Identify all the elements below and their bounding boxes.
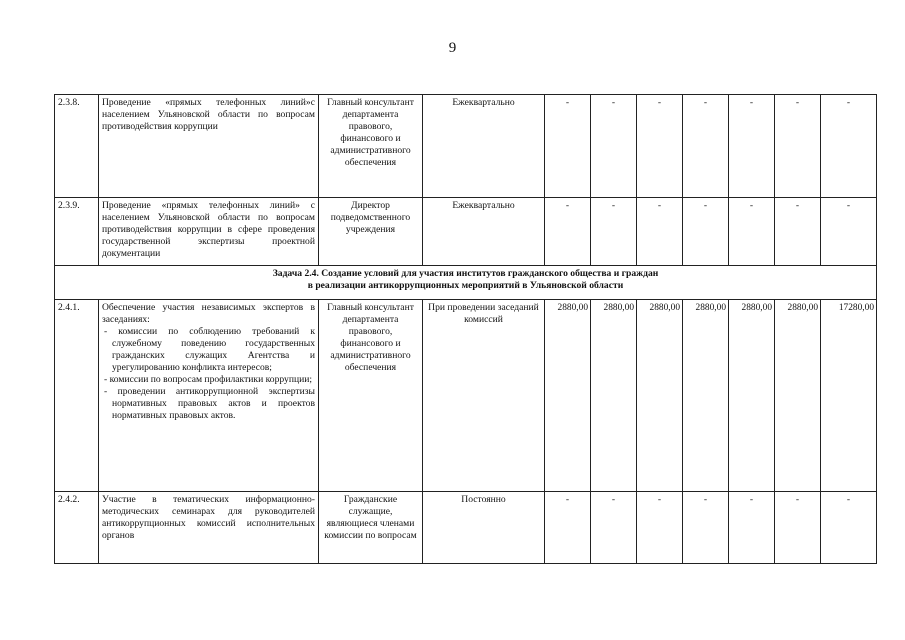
row-period: При проведении заседаний комиссий bbox=[423, 300, 545, 492]
row-value: - bbox=[683, 492, 729, 564]
row-executor: Директор подведомственного учреждения bbox=[319, 198, 423, 266]
row-value: - bbox=[683, 198, 729, 266]
page-number: 9 bbox=[448, 40, 457, 56]
row-value-total: 17280,00 bbox=[821, 300, 877, 492]
task-heading bbox=[55, 266, 877, 300]
row-period: Ежеквартально bbox=[423, 198, 545, 266]
task-heading-line2: в реализации антикоррупционных мероприятий в Ульяновской области bbox=[307, 280, 624, 291]
row-value: 2880,00 bbox=[591, 300, 637, 492]
row-description bbox=[99, 300, 319, 492]
row-value-total: - bbox=[821, 198, 877, 266]
row-number: 2.4.2. bbox=[55, 492, 99, 564]
row-value: - bbox=[637, 95, 683, 198]
row-description: Участие в тематических информационно-методических семинарах для руководителей антикоррупционных комиссий исполнительных органов bbox=[99, 492, 319, 564]
row-value: - bbox=[775, 95, 821, 198]
row-value-total: - bbox=[821, 95, 877, 198]
row-period: Постоянно bbox=[423, 492, 545, 564]
row-value: 2880,00 bbox=[545, 300, 591, 492]
row-period: Ежеквартально bbox=[423, 95, 545, 198]
table-row bbox=[55, 95, 877, 198]
row-value: 2880,00 bbox=[775, 300, 821, 492]
row-description: Проведение «прямых телефонных линий» с населением Ульяновской области по вопросам противодействия коррупции в сфере проведения государственной экспертизы проектной документации bbox=[99, 198, 319, 266]
row-number: 2.3.8. bbox=[55, 95, 99, 198]
row-value: - bbox=[545, 198, 591, 266]
row-value: - bbox=[591, 95, 637, 198]
measures-table bbox=[54, 94, 877, 564]
description-item: - комиссии по соблюдению требований к служебному поведению государственных гражданских служащих Агентства и урегулированию конфликта интересов; bbox=[104, 326, 315, 373]
task-heading-row bbox=[55, 266, 877, 300]
description-intro: Обеспечение участия независимых экспертов в заседаниях: bbox=[102, 302, 315, 325]
table-row bbox=[55, 198, 877, 266]
row-value: - bbox=[591, 492, 637, 564]
row-value: 2880,00 bbox=[729, 300, 775, 492]
row-value: - bbox=[545, 95, 591, 198]
row-value: - bbox=[775, 492, 821, 564]
row-number: 2.3.9. bbox=[55, 198, 99, 266]
row-executor: Гражданские служащие, являющиеся членами комиссии по вопросам bbox=[319, 492, 423, 564]
task-heading-line1: Задача 2.4. Создание условий для участия институтов гражданского общества и граждан bbox=[272, 268, 659, 279]
row-value: - bbox=[591, 198, 637, 266]
row-description: Проведение «прямых телефонных линий»с населением Ульяновской области по вопросам противодействия коррупции bbox=[99, 95, 319, 198]
row-value: - bbox=[683, 95, 729, 198]
row-value: - bbox=[545, 492, 591, 564]
row-number: 2.4.1. bbox=[55, 300, 99, 492]
row-value: - bbox=[729, 95, 775, 198]
description-item: - проведении антикоррупционной экспертизы нормативных правовых актов и проектов нормативных правовых актов. bbox=[104, 386, 315, 421]
row-value: - bbox=[775, 198, 821, 266]
row-value: - bbox=[637, 492, 683, 564]
table-row bbox=[55, 300, 877, 492]
row-value-total: - bbox=[821, 492, 877, 564]
row-value: - bbox=[729, 198, 775, 266]
row-executor: Главный консультант департамента правового, финансового и административного обеспечения bbox=[319, 95, 423, 198]
description-item: - комиссии по вопросам профилактики коррупции; bbox=[104, 374, 313, 385]
row-value: 2880,00 bbox=[637, 300, 683, 492]
row-executor: Главный консультант департамента правового, финансового и административного обеспечения bbox=[319, 300, 423, 492]
table-row bbox=[55, 492, 877, 564]
row-value: - bbox=[637, 198, 683, 266]
row-value: 2880,00 bbox=[683, 300, 729, 492]
row-value: - bbox=[729, 492, 775, 564]
